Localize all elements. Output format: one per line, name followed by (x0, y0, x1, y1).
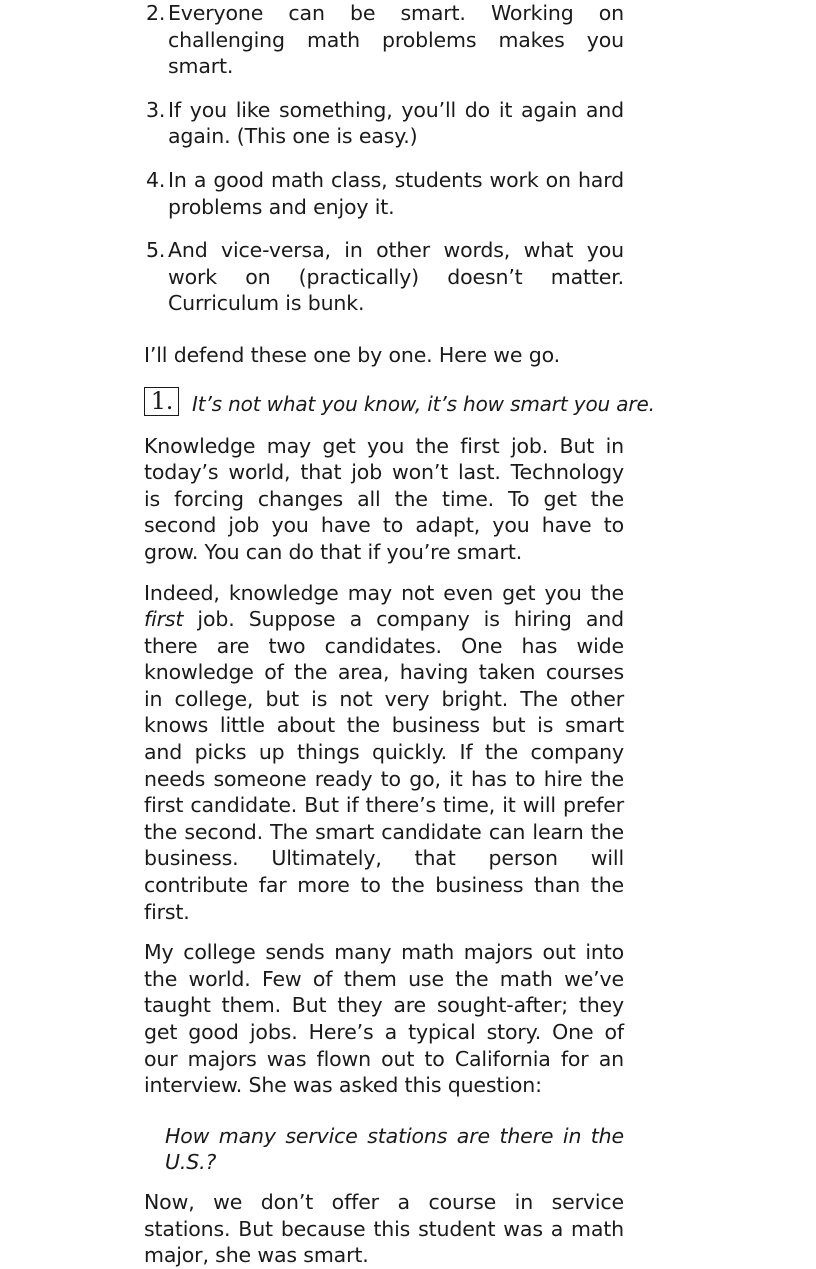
list-text: Everyone can be smart. Working on challenging math problems makes you smart. (168, 1, 624, 79)
intro-paragraph: I’ll defend these one by one. Here we go. (144, 342, 560, 367)
list-number: 2. (146, 1, 166, 25)
list-item (144, 0, 624, 80)
paragraph-text: Indeed, knowledge may not even get you the (144, 580, 624, 605)
document-page (144, 0, 655, 1269)
block-quote: How many service stations are there in the U.S.? (165, 1123, 624, 1175)
emphasis-text: first (144, 607, 184, 632)
list-item (144, 237, 624, 317)
list-number: 3. (146, 97, 166, 122)
list-item (144, 167, 624, 220)
body-paragraph: Knowledge may get you the first job. But in today’s world, that job won’t last. Technology is forcing changes all the time. To get the second job you have to adapt, you have to grow. You can do that if you’re smart. (144, 433, 624, 564)
list-text: In a good math class, students work on hard problems and enjoy it. (168, 167, 624, 219)
body-paragraph: Now, we don’t offer a course in service stations. But because this student was a math major, she was smart. (144, 1189, 624, 1268)
section-title: It’s not what you know, it’s how smart you are. (192, 391, 655, 416)
list-text: If you like something, you’ll do it again and again. (This one is easy.) (168, 97, 624, 149)
list-number: 4. (146, 167, 166, 192)
list-text: And vice-versa, in other words, what you work on (practically) doesn’t matter. Curriculum is bunk. (168, 238, 624, 316)
section-heading (144, 386, 655, 417)
list-number: 5. (146, 238, 166, 263)
body-paragraph (144, 580, 624, 926)
section-number-box: 1. (144, 387, 179, 416)
body-paragraph: My college sends many math majors out into the world. Few of them use the math we’ve taught them. But they are sought-after; they get good jobs. Here’s a typical story. One of our majors was flown out to California for an interview. She was asked this question: (144, 940, 624, 1098)
paragraph-text: job. Suppose a company is hiring and there are two candidates. One has wide knowledge of the area, having taken courses in college, but is not very bright. The other knows little about the business but is smart and picks up things quickly. If the company needs someone ready to go, it has to hire the first candidate. But if there’s time, it will prefer the second. The smart candidate can learn the business. Ultimately, that person will contribute far more to the business than the first. (144, 607, 624, 924)
list-item (144, 97, 624, 150)
